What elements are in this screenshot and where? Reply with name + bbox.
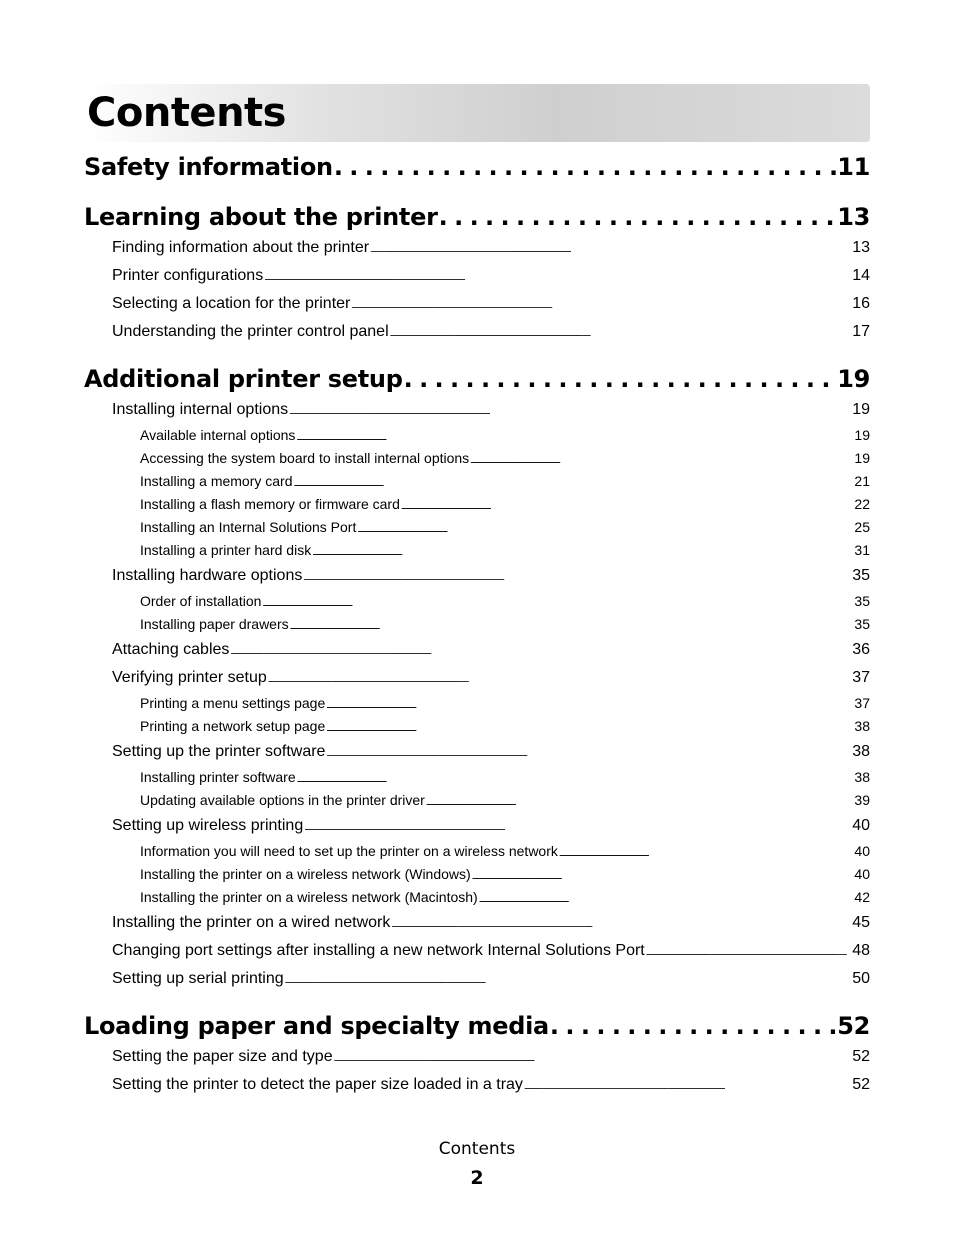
table-of-contents	[84, 150, 870, 1099]
dot-leader	[326, 694, 853, 715]
toc-entry-page: 52	[852, 1076, 870, 1093]
toc-entry-title: Learning about the printer	[84, 203, 438, 231]
toc-entry-page: 21	[854, 473, 870, 489]
toc-entry-title: Changing port settings after installing a new network Internal Solutions Port	[112, 942, 645, 959]
dot-leader	[390, 319, 852, 346]
toc-section-entry[interactable]	[84, 937, 870, 965]
toc-entry-title: Installing internal options	[112, 401, 289, 418]
dot-leader	[297, 768, 854, 789]
toc-entry-title: Additional printer setup	[84, 365, 403, 393]
toc-section-entry[interactable]	[84, 1043, 870, 1071]
toc-chapter-entry[interactable]	[84, 1009, 870, 1043]
dot-leader	[264, 263, 851, 290]
toc-entry-page: 13	[837, 203, 870, 231]
toc-entry-title: Accessing the system board to install internal options	[140, 450, 470, 466]
toc-entry-page: 19	[854, 427, 870, 443]
toc-entry-page: 42	[854, 889, 870, 905]
toc-entry-page: 25	[854, 519, 870, 535]
dot-leader	[470, 449, 853, 470]
toc-entry-page: 17	[852, 323, 870, 340]
dot-leader	[303, 563, 851, 590]
footer-section-label: Contents	[438, 1139, 516, 1159]
toc-entry-title: Understanding the printer control panel	[112, 323, 389, 340]
dot-leader	[426, 791, 854, 812]
toc-entry-title: Installing an Internal Solutions Port	[140, 519, 357, 535]
toc-section-entry[interactable]	[84, 562, 870, 590]
toc-entry-title: Attaching cables	[112, 641, 230, 658]
dot-leader	[294, 472, 854, 493]
toc-entry-title: Installing a memory card	[140, 473, 293, 489]
toc-entry-page: 35	[852, 567, 870, 584]
toc-entry-title: Updating available options in the printer driver	[140, 792, 425, 808]
toc-entry-page: 22	[854, 496, 870, 512]
dot-leader	[357, 518, 853, 539]
dot-leader	[304, 813, 851, 840]
toc-subsection-entry[interactable]	[84, 715, 870, 738]
toc-entry-page: 48	[852, 942, 870, 959]
dot-leader	[646, 938, 851, 965]
dot-leader	[550, 1009, 836, 1043]
toc-entry-title: Printing a menu settings page	[140, 695, 326, 711]
toc-entry-page: 38	[852, 743, 870, 760]
toc-entry-title: Installing the printer on a wireless network (Windows)	[140, 866, 471, 882]
toc-subsection-entry[interactable]	[84, 613, 870, 636]
toc-subsection-entry[interactable]	[84, 692, 870, 715]
toc-entry-page: 50	[852, 970, 870, 987]
toc-entry-title: Installing the printer on a wired network	[112, 914, 391, 931]
toc-entry-page: 38	[854, 718, 870, 734]
toc-entry-title: Installing the printer on a wireless network (Macintosh)	[140, 889, 478, 905]
toc-subsection-entry[interactable]	[84, 516, 870, 539]
toc-section-entry[interactable]	[84, 290, 870, 318]
dot-leader	[439, 200, 837, 234]
toc-subsection-entry[interactable]	[84, 493, 870, 516]
toc-chapter-entry[interactable]	[84, 150, 870, 184]
toc-entry-page: 16	[852, 295, 870, 312]
toc-entry-title: Setting up wireless printing	[112, 817, 304, 834]
dot-leader	[351, 291, 851, 318]
toc-section-entry[interactable]	[84, 234, 870, 262]
dot-leader	[401, 495, 854, 516]
toc-section-entry[interactable]	[84, 812, 870, 840]
toc-subsection-entry[interactable]	[84, 424, 870, 447]
toc-entry-title: Selecting a location for the printer	[112, 295, 351, 312]
toc-entry-title: Setting the printer to detect the paper size loaded in a tray	[112, 1076, 523, 1093]
toc-subsection-entry[interactable]	[84, 470, 870, 493]
toc-entry-title: Installing a printer hard disk	[140, 542, 312, 558]
dot-leader	[559, 842, 854, 863]
dot-leader	[472, 865, 854, 886]
toc-entry-page: 11	[837, 153, 870, 181]
toc-entry-title: Installing a flash memory or firmware card	[140, 496, 400, 512]
toc-entry-title: Finding information about the printer	[112, 239, 370, 256]
toc-entry-title: Setting the paper size and type	[112, 1048, 333, 1065]
toc-entry-title: Printing a network setup page	[140, 718, 326, 734]
toc-entry-page: 19	[854, 450, 870, 466]
toc-entry-page: 31	[854, 542, 870, 558]
toc-entry-title: Information you will need to set up the printer on a wireless network	[140, 843, 558, 859]
dot-leader	[326, 739, 851, 766]
toc-entry-title: Printer configurations	[112, 267, 264, 284]
toc-subsection-entry[interactable]	[84, 863, 870, 886]
toc-entry-page: 37	[852, 669, 870, 686]
toc-entry-title: Safety information	[84, 153, 333, 181]
toc-entry-page: 40	[854, 866, 870, 882]
toc-section-entry[interactable]	[84, 318, 870, 346]
toc-section-entry[interactable]	[84, 738, 870, 766]
toc-section-entry[interactable]	[84, 965, 870, 993]
dot-leader	[370, 235, 851, 262]
toc-chapter-entry[interactable]	[84, 362, 870, 396]
dot-leader	[290, 615, 854, 636]
toc-entry-page: 38	[854, 769, 870, 785]
toc-subsection-entry[interactable]	[84, 447, 870, 470]
toc-entry-title: Setting up serial printing	[112, 970, 284, 987]
toc-entry-page: 35	[854, 616, 870, 632]
toc-entry-title: Installing printer software	[140, 769, 296, 785]
toc-entry-page: 52	[852, 1048, 870, 1065]
toc-subsection-entry[interactable]	[84, 789, 870, 812]
toc-entry-page: 14	[852, 267, 870, 284]
toc-subsection-entry[interactable]	[84, 539, 870, 562]
dot-leader	[334, 1044, 852, 1071]
toc-entry-page: 52	[837, 1012, 870, 1040]
toc-entry-title: Installing paper drawers	[140, 616, 289, 632]
dot-leader	[391, 910, 851, 937]
toc-subsection-entry[interactable]	[84, 840, 870, 863]
dot-leader	[326, 717, 853, 738]
toc-subsection-entry[interactable]	[84, 886, 870, 909]
dot-leader	[285, 966, 852, 993]
toc-entry-title: Installing hardware options	[112, 567, 303, 584]
toc-subsection-entry[interactable]	[84, 590, 870, 613]
toc-entry-title: Verifying printer setup	[112, 669, 267, 686]
toc-entry-page: 35	[854, 593, 870, 609]
toc-section-entry[interactable]	[84, 1071, 870, 1099]
toc-entry-title: Loading paper and specialty media	[84, 1012, 549, 1040]
dot-leader	[296, 426, 853, 447]
page-title: Contents	[87, 90, 286, 136]
toc-entry-page: 45	[852, 914, 870, 931]
dot-leader	[230, 637, 851, 664]
toc-section-entry[interactable]	[84, 909, 870, 937]
dot-leader	[479, 888, 854, 909]
footer-page-number: 2	[470, 1167, 484, 1189]
toc-entry-page: 40	[854, 843, 870, 859]
toc-section-entry[interactable]	[84, 262, 870, 290]
contents-header-banner	[84, 84, 870, 142]
dot-leader	[404, 362, 837, 396]
toc-entry-title: Available internal options	[140, 427, 296, 443]
toc-entry-page: 13	[852, 239, 870, 256]
dot-leader	[268, 665, 851, 692]
toc-entry-page: 39	[854, 792, 870, 808]
dot-leader	[289, 397, 851, 424]
dot-leader	[524, 1072, 851, 1099]
toc-entry-page: 40	[852, 817, 870, 834]
dot-leader	[262, 592, 853, 613]
toc-section-entry[interactable]	[84, 396, 870, 424]
toc-entry-page: 37	[854, 695, 870, 711]
toc-entry-page: 19	[837, 365, 870, 393]
toc-subsection-entry[interactable]	[84, 766, 870, 789]
toc-entry-page: 19	[852, 401, 870, 418]
toc-entry-page: 36	[852, 641, 870, 658]
toc-chapter-entry[interactable]	[84, 200, 870, 234]
toc-entry-title: Setting up the printer software	[112, 743, 326, 760]
dot-leader	[312, 541, 853, 562]
dot-leader	[334, 150, 836, 184]
toc-entry-title: Order of installation	[140, 593, 262, 609]
toc-section-entry[interactable]	[84, 664, 870, 692]
toc-section-entry[interactable]	[84, 636, 870, 664]
